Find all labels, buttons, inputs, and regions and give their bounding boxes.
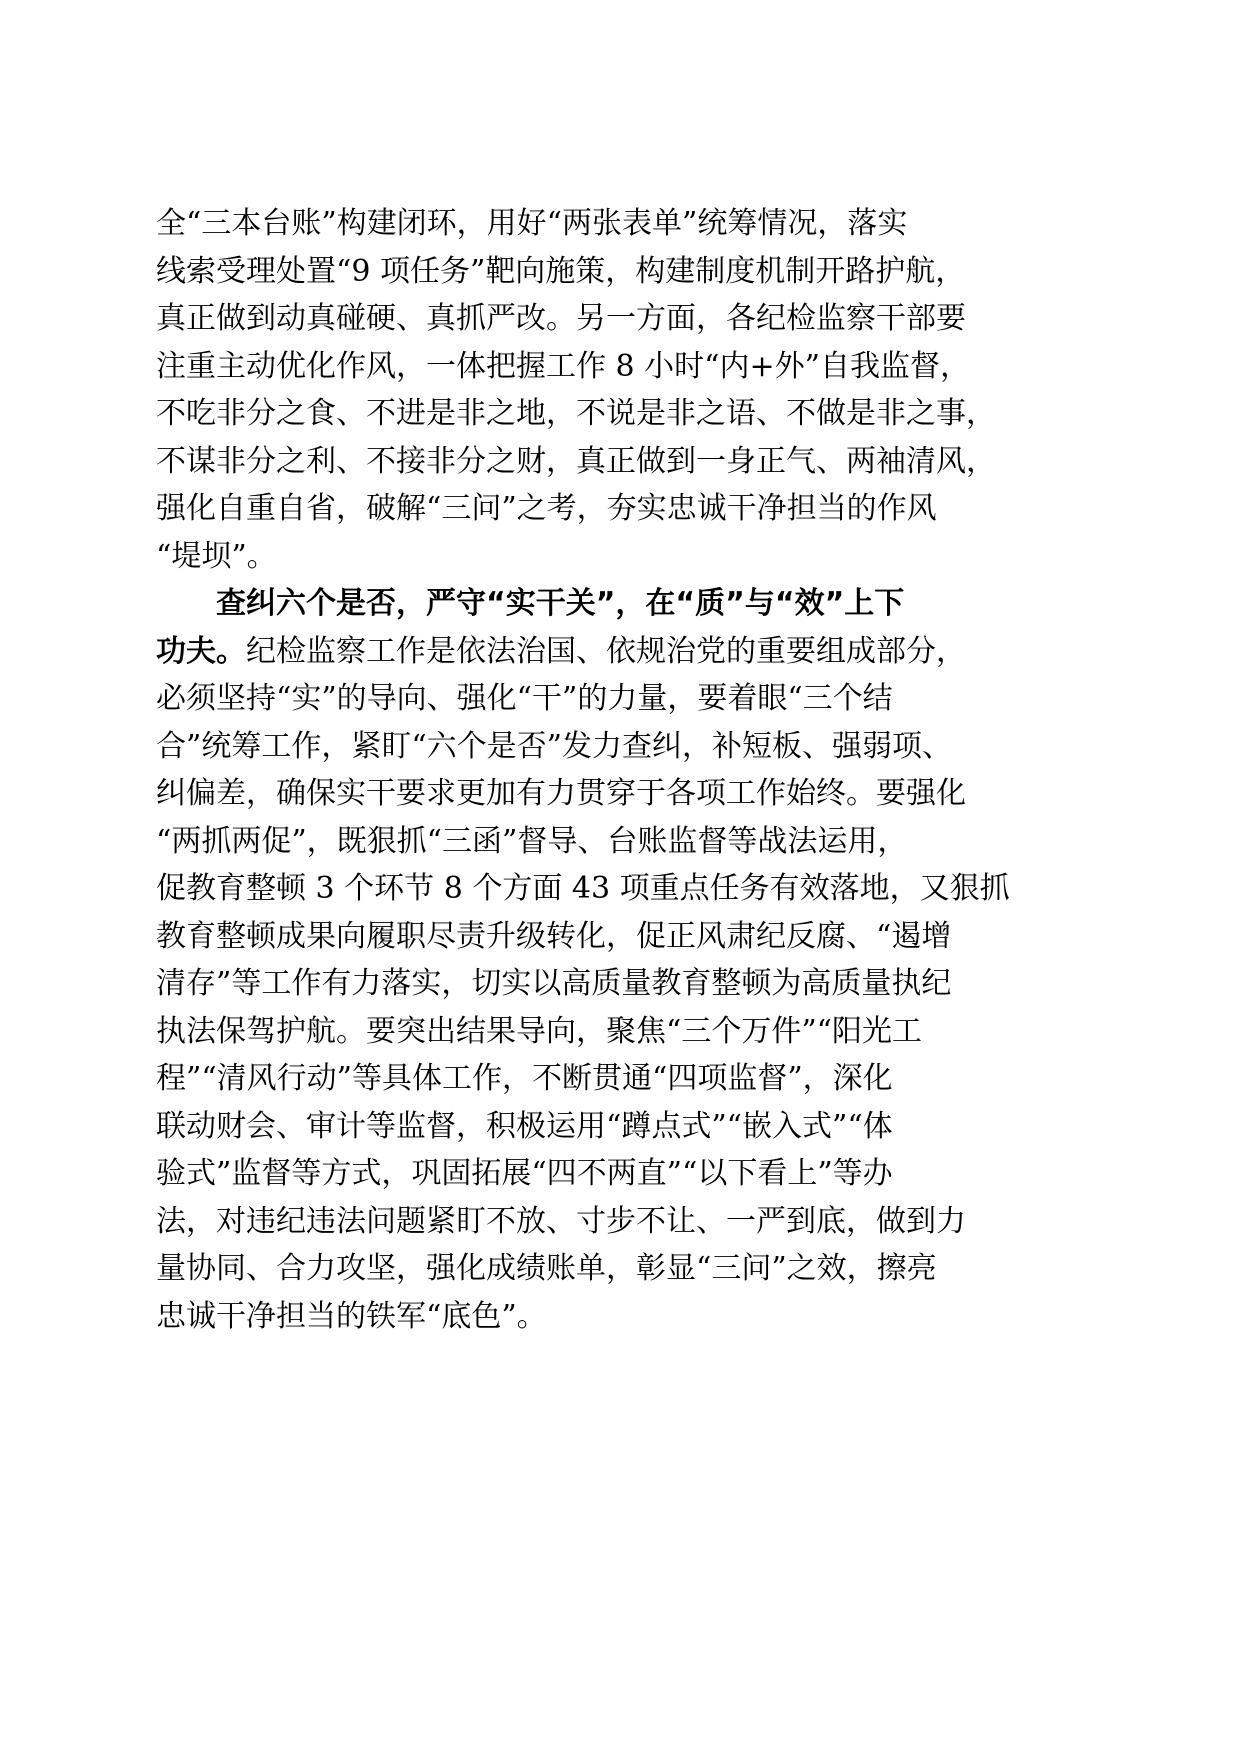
text-line: 必须坚持“实”的导向、强化“干”的力量，要着眼“三个结 — [156, 681, 893, 716]
text-line: 验式”监督等方式，巩固拓展“四不两直”“以下看上”等办 — [156, 1156, 893, 1191]
text-line: 线索受理处置“9 项任务”靶向施策，构建制度机制开路护航， — [156, 253, 966, 289]
text-line: 量协同、合力攻坚，强化成绩账单，彰显“三问”之效，擦亮 — [156, 1251, 937, 1286]
text-line: 强化自重自省，破解“三问”之考，夯实忠诚干净担当的作风 — [156, 491, 937, 526]
text-line: 注重主动优化作风，一体把握工作 8 小时“内+外”自我监督， — [156, 348, 970, 384]
text-line: 促教育整顿 3 个环节 8 个方面 43 项重点任务有效落地，又狠抓 — [156, 871, 1010, 906]
section-heading-end: 功夫。 — [156, 633, 246, 669]
text-line: “堤坝”。 — [156, 538, 277, 574]
paragraph-1 — [156, 200, 1084, 580]
text-line: 不谋非分之利、不接非分之财，真正做到一身正气、两袖清风， — [156, 443, 996, 479]
text-line: 程”“清风行动”等具体工作，不断贯通“四项监督”，深化 — [156, 1061, 893, 1096]
paragraph-2 — [156, 580, 1084, 1340]
text-line: 执法保驾护航。要突出结果导向，聚焦“三个万件”“阳光工 — [156, 1013, 923, 1049]
section-heading: 查纠六个是否，严守“实干关”，在“质”与“效”上下 — [216, 586, 905, 621]
text-line: 纠偏差，确保实干要求更加有力贯穿于各项工作始终。要强化 — [156, 776, 966, 811]
paragraph-text: 纪检监察工作是依法治国、依规治党的重要组成部分， — [246, 633, 966, 669]
text-line: 忠诚干净担当的铁军“底色”。 — [156, 1298, 547, 1334]
text-line: 全“三本台账”构建闭环，用好“两张表单”统筹情况，落实 — [156, 206, 908, 241]
text-line: 不吃非分之食、不进是非之地，不说是非之语、不做是非之事， — [156, 396, 996, 431]
text-line: 清存”等工作有力落实，切实以高质量教育整顿为高质量执纪 — [156, 966, 952, 1001]
section-heading-line — [156, 580, 1084, 628]
text-line: 合”统筹工作，紧盯“六个是否”发力查纠，补短板、强弱项、 — [156, 728, 953, 764]
text-line: 教育整顿成果向履职尽责升级转化，促正风肃纪反腐、“遏增 — [156, 918, 952, 954]
text-line: 联动财会、审计等监督，积极运用“蹲点式”“嵌入式”“体 — [156, 1108, 893, 1144]
text-line — [156, 628, 1084, 676]
text-line: 真正做到动真碰硬、真抓严改。另一方面，各纪检监察干部要 — [156, 301, 966, 336]
document-body — [156, 200, 1084, 1340]
text-line: 法，对违纪违法问题紧盯不放、寸步不让、一严到底，做到力 — [156, 1203, 966, 1239]
text-line: “两抓两促”，既狠抓“三函”督导、台账监督等战法运用， — [156, 823, 908, 859]
